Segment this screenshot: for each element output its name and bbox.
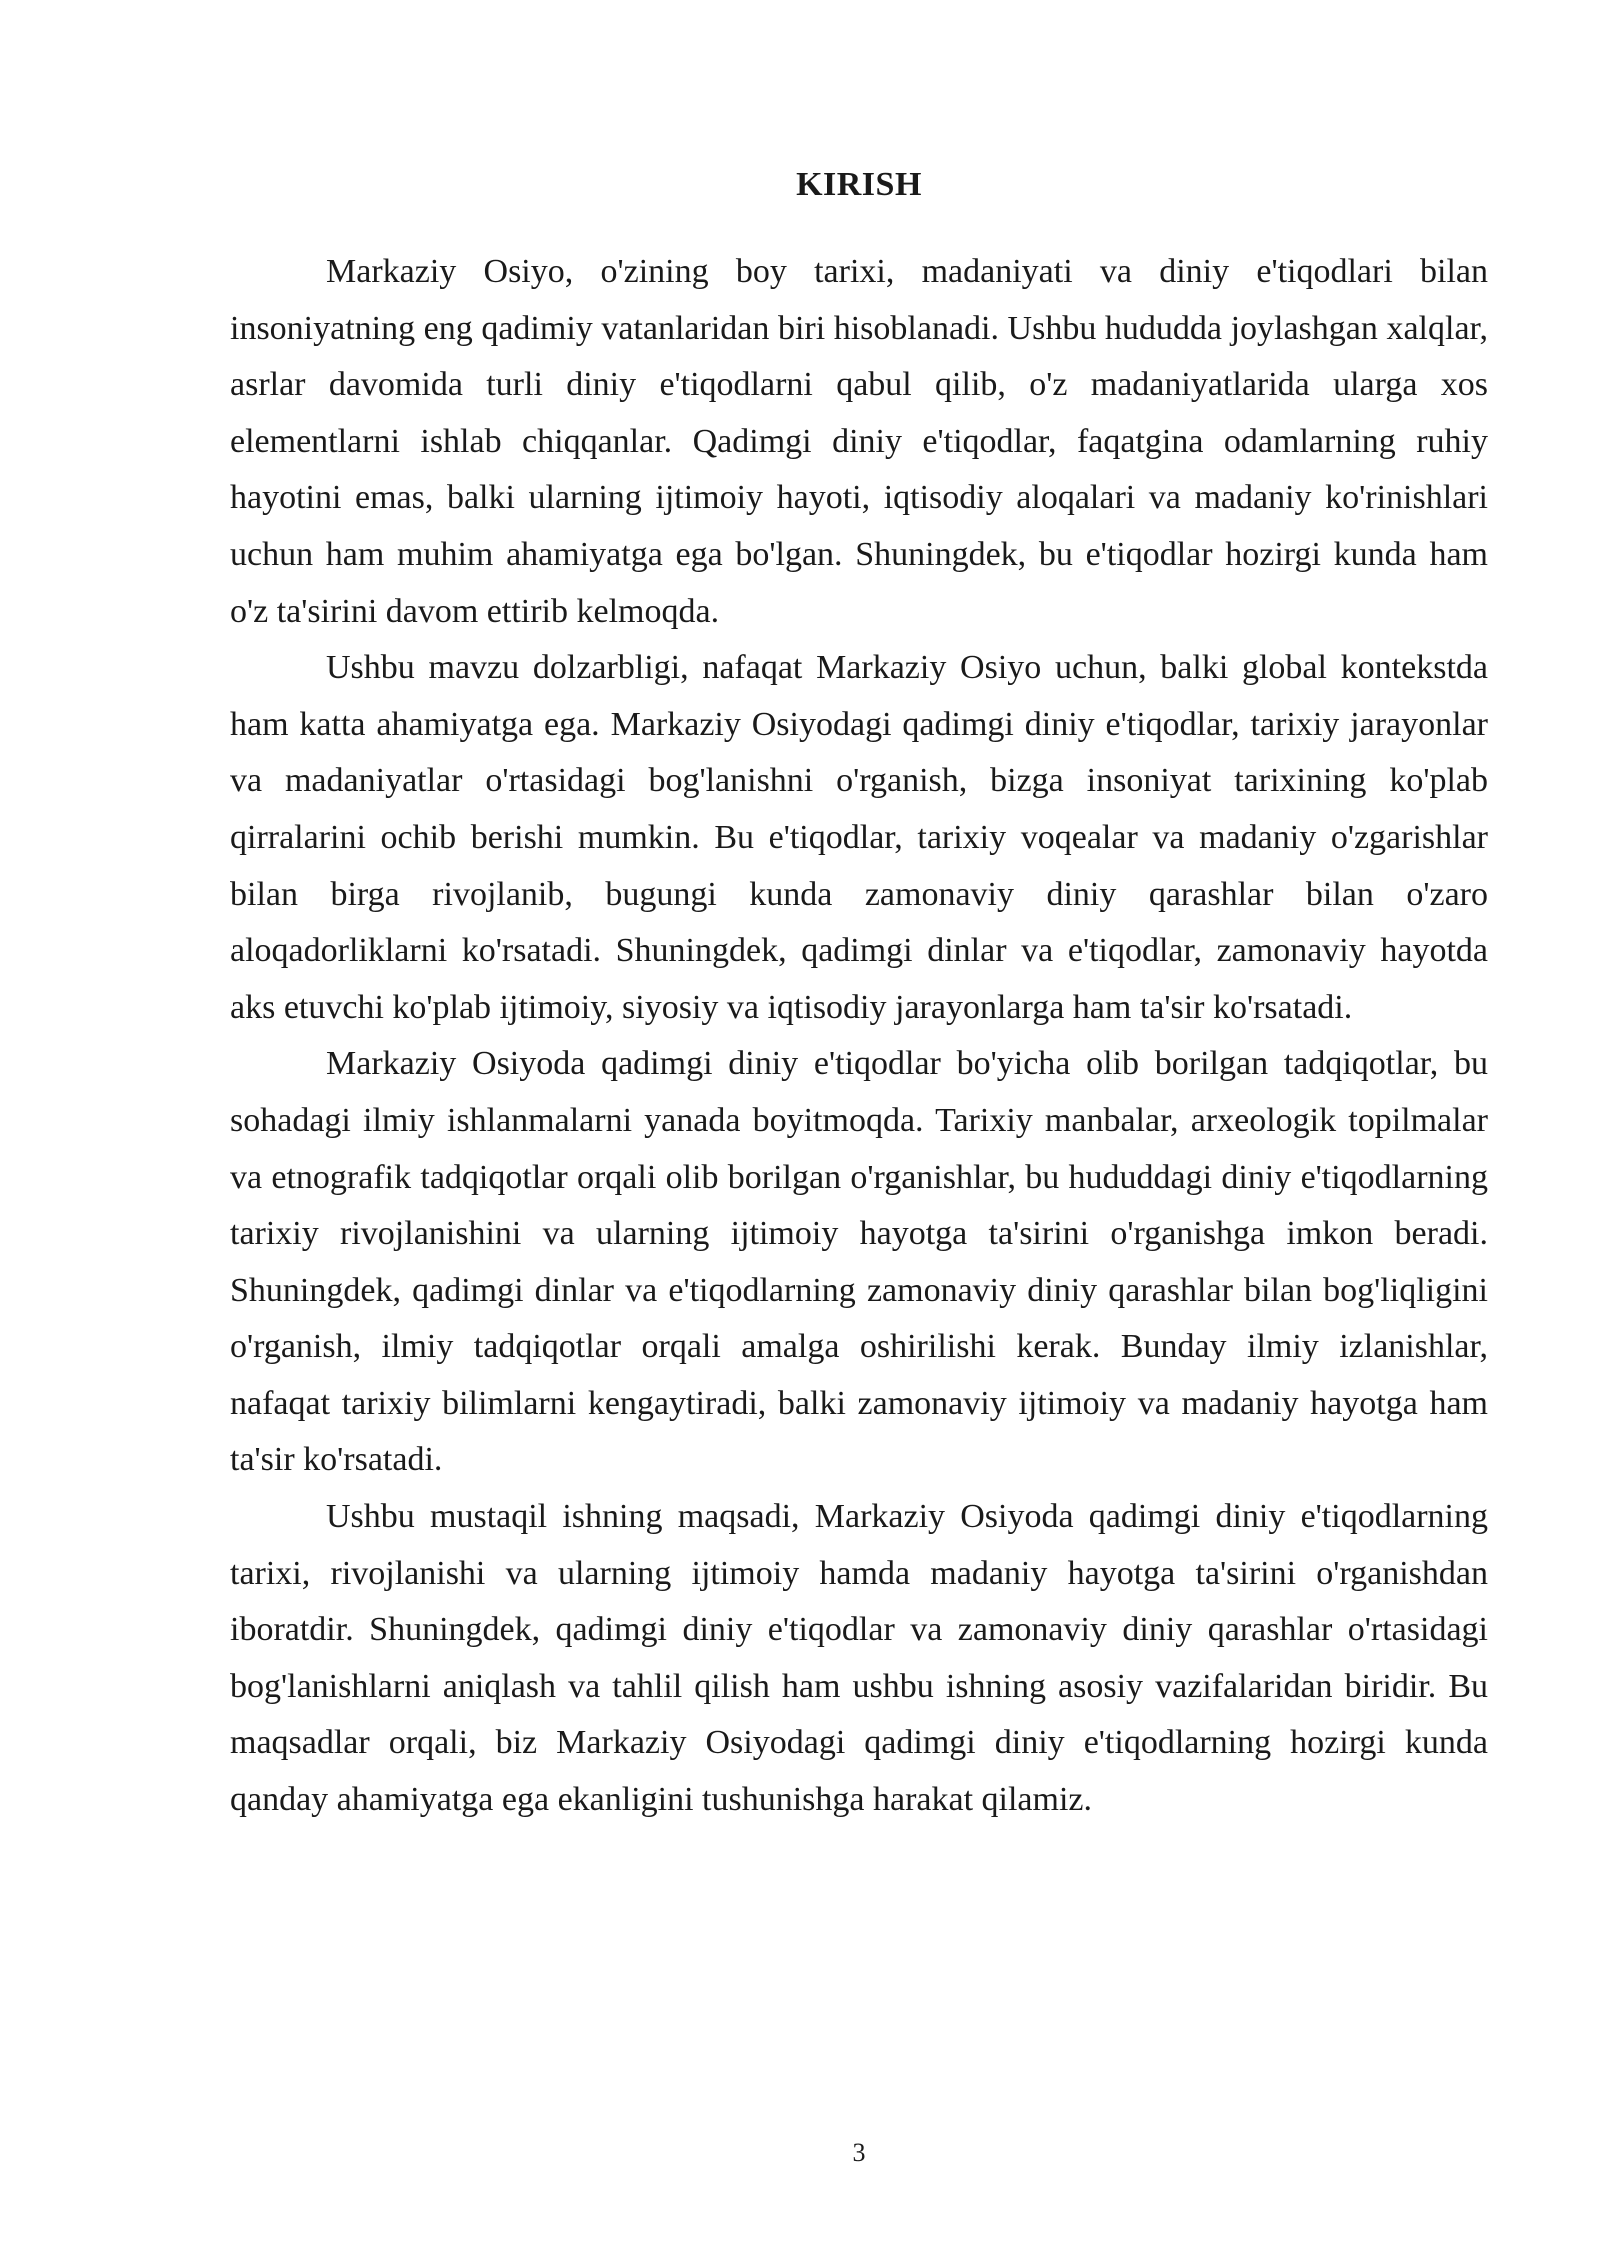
paragraph-2: Ushbu mavzu dolzarbligi, nafaqat Markaziy Osiyo uchun, balki global kontekstda ham katta ahamiyatga ega. Markaziy Osiyodagi qadimgi diniy e'tiqodlar, tarixiy jarayonlar va madaniyatlar o'rtasidagi bog'lanishni o'rganish, bizga insoniyat tarixining ko'plab qirralarini ochib berishi mumkin. Bu e'tiqodlar, tarixiy voqealar va madaniy o'zgarishlar bilan birga rivojlanib, bugungi kunda zamonaviy diniy qarashlar bilan o'zaro aloqadorliklarni ko'rsatadi. Shuningdek, qadimgi dinlar va e'tiqodlar, zamonaviy hayotda aks etuvchi ko'plab ijtimoiy, siyosiy va iqtisodiy jarayonlarga ham ta'sir ko'rsatadi. bbox=[230, 649, 1488, 1026]
paragraph-3: Markaziy Osiyoda qadimgi diniy e'tiqodlar bo'yicha olib borilgan tadqiqotlar, bu sohadagi ilmiy ishlanmalarni yanada boyitmoqda. Tarixiy manbalar, arxeologik topilmalar va etnografik tadqiqotlar orqali olib borilgan o'rganishlar, bu hududdagi diniy e'tiqodlarning tarixiy rivojlanishini va ularning ijtimoiy hayotga ta'sirini o'rganishga imkon beradi. Shuningdek, qadimgi dinlar va e'tiqodlarning zamonaviy diniy qarashlar bilan bog'liqligini o'rganish, ilmiy tadqiqotlar orqali amalga oshirilishi kerak. Bunday ilmiy izlanishlar, nafaqat tarixiy bilimlarni kengaytiradi, balki zamonaviy ijtimoiy va madaniy hayotga ham ta'sir ko'rsatadi. bbox=[230, 1045, 1488, 1479]
paragraph-1: Markaziy Osiyo, o'zining boy tarixi, madaniyati va diniy e'tiqodlari bilan insoniyatning eng qadimiy vatanlaridan biri hisoblanadi. Ushbu hududda joylashgan xalqlar, asrlar davomida turli diniy e'tiqodlarni qabul qilib, o'z madaniyatlarida ularga xos elementlarni ishlab chiqqanlar. Qadimgi diniy e'tiqodlar, faqatgina odamlarning ruhiy hayotini emas, balki ularning ijtimoiy hayoti, iqtisodiy aloqalari va madaniy ko'rinishlari uchun ham muhim ahamiyatga ega bo'lgan. Shuningdek, bu e'tiqodlar hozirgi kunda ham o'z ta'sirini davom ettirib kelmoqda. bbox=[230, 253, 1488, 630]
paragraph-4: Ushbu mustaqil ishning maqsadi, Markaziy Osiyoda qadimgi diniy e'tiqodlarning tarixi, rivojlanishi va ularning ijtimoiy hamda madaniy hayotga ta'sirini o'rganishdan iboratdir. Shuningdek, qadimgi diniy e'tiqodlar va zamonaviy diniy qarashlar o'rtasidagi bog'lanishlarni aniqlash va tahlil qilish ham ushbu ishning asosiy vazifalaridan biridir. Bu maqsadlar orqali, biz Markaziy Osiyodagi qadimgi diniy e'tiqodlarning hozirgi kunda qanday ahamiyatga ega ekanligini tushunishga harakat qilamiz. bbox=[230, 1498, 1488, 1819]
document-body bbox=[230, 244, 1488, 1829]
page-number: 3 bbox=[852, 2138, 866, 2167]
page-title: KIRISH bbox=[796, 166, 922, 203]
